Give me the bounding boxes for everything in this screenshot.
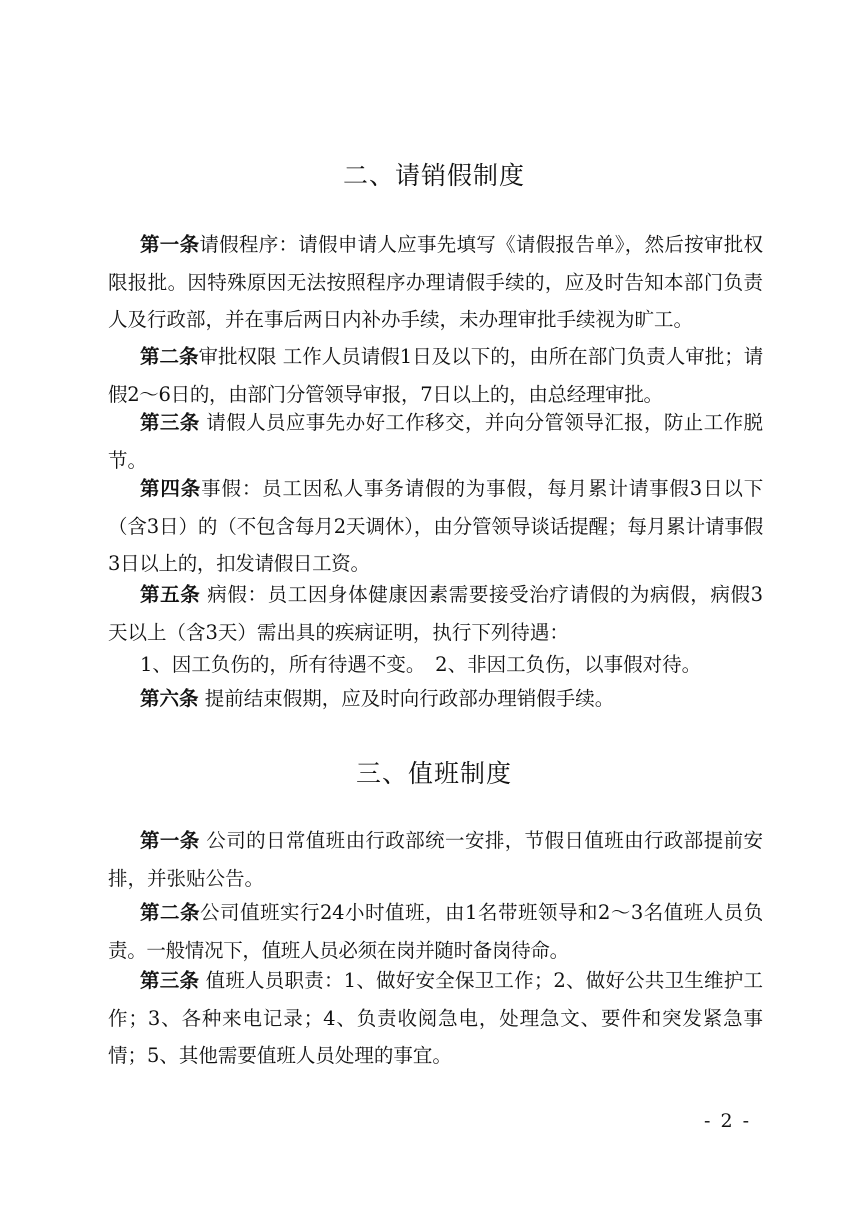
article-lead: 第二条 bbox=[140, 345, 199, 368]
article-text: 病假：员工因身体健康因素需要接受治疗请假的为病假，病假3天以上（含3天）需出具的疾病证明，执行下列待遇： bbox=[108, 583, 763, 644]
article-lead: 第五条 bbox=[140, 583, 201, 606]
article-lead: 第二条 bbox=[140, 901, 201, 924]
article-lead: 第四条 bbox=[140, 477, 202, 500]
section-2-article-4 bbox=[108, 470, 763, 583]
article-text: 请假人员应事先办好工作移交，并向分管领导汇报，防止工作脱节。 bbox=[108, 411, 763, 472]
section-3-article-1 bbox=[108, 822, 763, 897]
section-2-article-6 bbox=[108, 680, 763, 718]
article-text: 审批权限 工作人员请假1日及以下的，由所在部门负责人审批；请假2～6日的，由部门分管领导审报，7日以上的，由总经理审批。 bbox=[108, 345, 764, 406]
article-text: 事假：员工因私人事务请假的为事假，每月累计请事假3日以下（含3日）的（不包含每月2天调休），由分管领导谈话提醒；每月累计请事假3日以上的，扣发请假日工资。 bbox=[108, 477, 763, 575]
article-text: 公司的日常值班由行政部统一安排，节假日值班由行政部提前安排，并张贴公告。 bbox=[108, 829, 763, 890]
article-text: 请假程序：请假申请人应事先填写《请假报告单》，然后按审批权限报批。因特殊原因无法按照程序办理请假手续的，应及时告知本部门负责人及行政部，并在事后两日内补办手续，未办理审批手续视为旷工。 bbox=[108, 233, 763, 331]
article-lead: 第三条 bbox=[140, 969, 200, 992]
section-2-article-5 bbox=[108, 576, 763, 651]
section-2-article-3 bbox=[108, 404, 763, 479]
article-text: 1、因工负伤的，所有待遇不变。 2、非因工负伤，以事假对待。 bbox=[140, 653, 702, 676]
article-lead: 第六条 bbox=[140, 687, 199, 710]
article-lead: 第一条 bbox=[140, 233, 200, 256]
section-2-article-1 bbox=[108, 226, 763, 339]
section-2-article-2 bbox=[108, 338, 763, 413]
article-lead: 第三条 bbox=[140, 411, 200, 434]
section-2-treatment-list bbox=[108, 646, 763, 684]
article-text: 值班人员职责：1、做好安全保卫工作；2、做好公共卫生维护工作；3、各种来电记录；4、负责收阅急电，处理急文、要件和突发紧急事情；5、其他需要值班人员处理的事宜。 bbox=[108, 969, 763, 1067]
section-3-article-3 bbox=[108, 962, 763, 1075]
article-lead: 第一条 bbox=[140, 829, 200, 852]
article-text: 提前结束假期，应及时向行政部办理销假手续。 bbox=[198, 687, 615, 710]
page-number: - 2 - bbox=[704, 1110, 752, 1132]
section-3-title: 三、值班制度 bbox=[355, 759, 512, 788]
section-3-article-2 bbox=[108, 894, 763, 969]
article-text: 公司值班实行24小时值班，由1名带班领导和2～3名值班人员负责。一般情况下，值班人员必须在岗并随时备岗待命。 bbox=[108, 901, 763, 962]
section-2-title: 二、请销假制度 bbox=[342, 161, 525, 190]
